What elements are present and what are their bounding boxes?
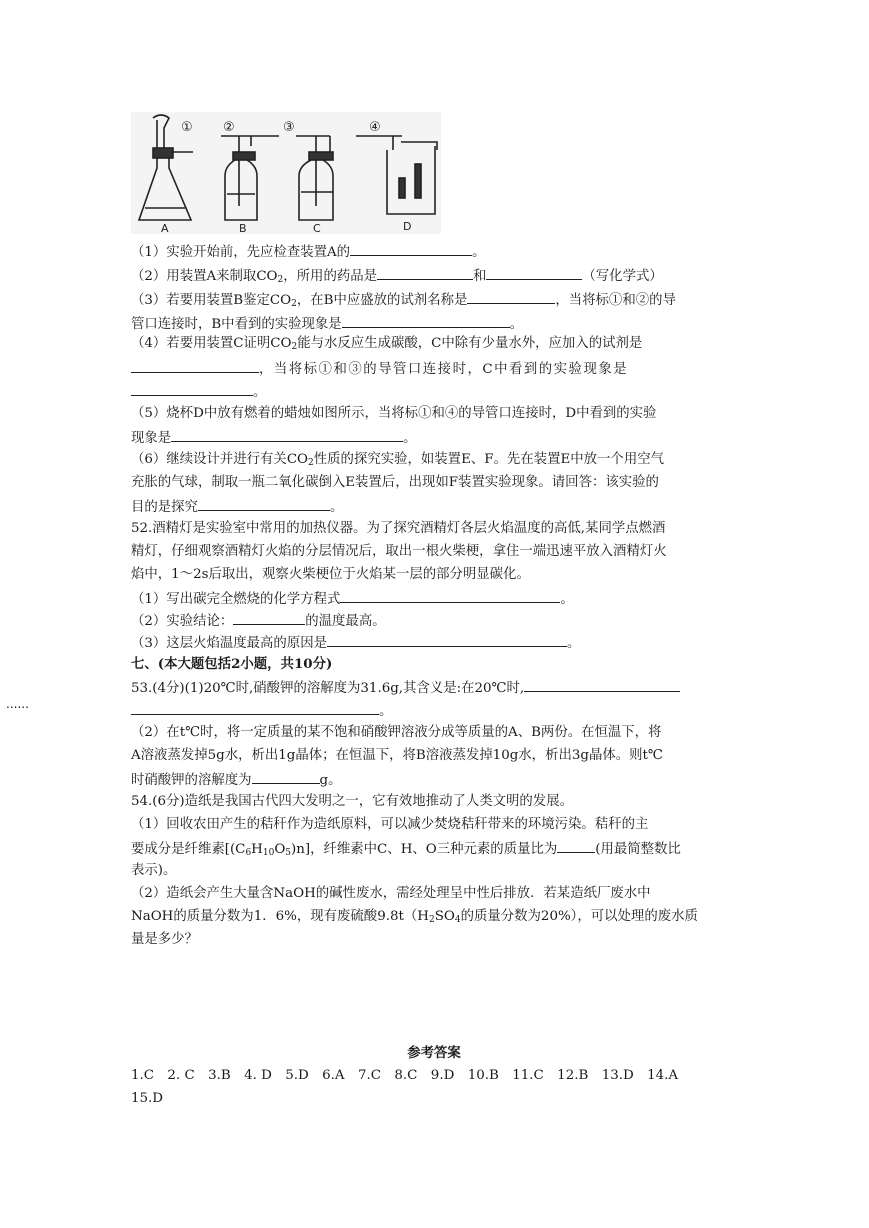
q54-part1: （1）回收农田产生的秸秆作为造纸原料，可以减少焚烧秸秆带来的环境污染。秸秆的主 (131, 817, 649, 832)
q54-part2-line2: NaOH的质量分数为1．6%，现有废硫酸$9.8t(H_2SO_4$的质量分数为20%），可以处理的废水质 (131, 909, 698, 925)
answer-blank[interactable] (557, 838, 595, 853)
answer-blank[interactable] (340, 588, 560, 603)
answer-blank[interactable] (467, 289, 555, 304)
q51-part1: （1）实验开始前，先应检查装置A的 。 (131, 241, 485, 263)
answer-blank[interactable] (131, 381, 253, 396)
q53-line1: 53.(4分)(1)20℃时,硝酸钾的溶解度为31.6g,其含义是:在20℃时, (131, 677, 680, 699)
q53-part2: （2）在t℃时，将一定质量的某不饱和硝酸钾溶液分成等质量的A、B两份。在恒温下，将 (131, 725, 662, 740)
margin-dots: ...... (6, 697, 29, 711)
q51-part6-line2: 充胀的气球，制取一瓶二氧化碳倒入E装置后，出现如F装置实验现象。请回答：该实验的 (131, 475, 659, 490)
apparatus-figure (131, 112, 441, 234)
answer-blank[interactable] (377, 265, 473, 280)
q51-part3: （3）若要用装置B鉴定$CO_2$，在B中应盛放的试剂名称是 ，当将标①和②的导 (131, 289, 676, 311)
q52-part1: （1）写出碳完全燃烧的化学方程式 。 (131, 588, 574, 610)
q53-part2-line2: A溶液蒸发掉5g水，析出1g晶体；在恒温下，将B溶液蒸发掉10g水，析出3g晶体。则t℃ (131, 748, 663, 763)
q51-part5: （5）烧杯D中放有燃着的蜡烛如图所示，当将标①和④的导管口连接时，D中看到的实验 (131, 406, 657, 421)
marker-3: ③ (283, 120, 295, 135)
q51-part4: （4）若要用装置C证明$CO_2$能与水反应生成碳酸，C中除有少量水外，应加入的试剂是 (131, 336, 643, 352)
label-a: A (161, 222, 169, 234)
answer-blank[interactable] (198, 496, 330, 511)
q52-line1: 52.酒精灯是实验室中常用的加热仪器。为了探究酒精灯各层火焰温度的高低,某同学点燃酒 (131, 521, 666, 536)
label-d: D (403, 220, 412, 233)
answer-key-line1: 1.C 2. C 3.B 4. D 5.D 6.A 7.C 8.C 9.D 10.B 11.C 12.B 13.D 14.A (131, 1068, 679, 1083)
answer-key-line2: 15.D (131, 1091, 164, 1106)
answer-blank[interactable] (252, 769, 320, 784)
q51-part2: （2）用装置A来制取$CO_2$，所用的药品是 和 （写化学式） (131, 265, 663, 287)
marker-2: ② (223, 120, 235, 135)
label-b: B (239, 222, 247, 234)
q51-part3-line2: 管口连接时，B中看到的实验现象是 。 (131, 313, 523, 335)
section-heading: 七、(本大题包括2小题，共10分) (131, 656, 333, 672)
apparatus-drawing (131, 112, 441, 234)
answer-blank[interactable] (342, 313, 510, 328)
q51-part6-line3: 目的是探究 。 (131, 496, 343, 518)
answer-blank[interactable] (131, 358, 259, 373)
answer-blank[interactable] (171, 427, 403, 442)
q54-part1-line3: 表示)。 (131, 863, 177, 878)
answer-key-title: 参考答案 (407, 1045, 461, 1061)
answer-blank[interactable] (486, 265, 582, 280)
q51-part4-line2: ，当将标①和③的导管口连接时，C中看到的实验现象是 (131, 358, 628, 380)
marker-4: ④ (369, 120, 381, 135)
q54-line1: 54.(6分)造纸是我国古代四大发明之一，它有效地推动了人类文明的发展。 (131, 794, 573, 809)
q52-line2: 精灯，仔细观察酒精灯火焰的分层情况后，取出一根火柴梗，拿住一端迅速平放入酒精灯火 (131, 544, 667, 559)
q52-part3: （3）这层火焰温度最高的原因是 。 (131, 632, 580, 654)
q51-part6: （6）继续设计并进行有关$CO_2$性质的探究实验，如装置E、F。先在装置E中放一个用空气 (131, 452, 664, 468)
q51-part4-line3: 。 (131, 381, 266, 403)
q53-part2-line3: 时硝酸钾的溶解度为 g。 (131, 769, 341, 791)
q54-part2-line3: 量是多少？ (131, 932, 198, 947)
answer-blank[interactable] (233, 610, 305, 625)
label-c: C (313, 222, 321, 234)
answer-blank[interactable] (327, 632, 567, 647)
q51-part5-line2: 现象是 。 (131, 427, 417, 449)
q54-part1-line2: 要成分是纤维素$[(C_6H_{10}O_5)n]$，纤维素中C、H、O三种元素的质量比为 (用最简整数比 (131, 838, 681, 860)
answer-blank[interactable] (131, 700, 379, 715)
answer-blank[interactable] (350, 241, 472, 256)
q54-part2: （2）造纸会产生大量含NaOH的碱性废水，需经处理呈中性后排放．若某造纸厂废水中 (131, 886, 651, 901)
marker-1: ① (181, 120, 193, 135)
answer-blank[interactable] (524, 677, 680, 692)
q53-line2: 。 (131, 700, 392, 722)
q52-line3: 焰中，1～2s后取出，观察火柴梗位于火焰某一层的部分明显碳化。 (131, 567, 530, 582)
q52-part2: （2）实验结论： 的温度最高。 (131, 610, 386, 632)
